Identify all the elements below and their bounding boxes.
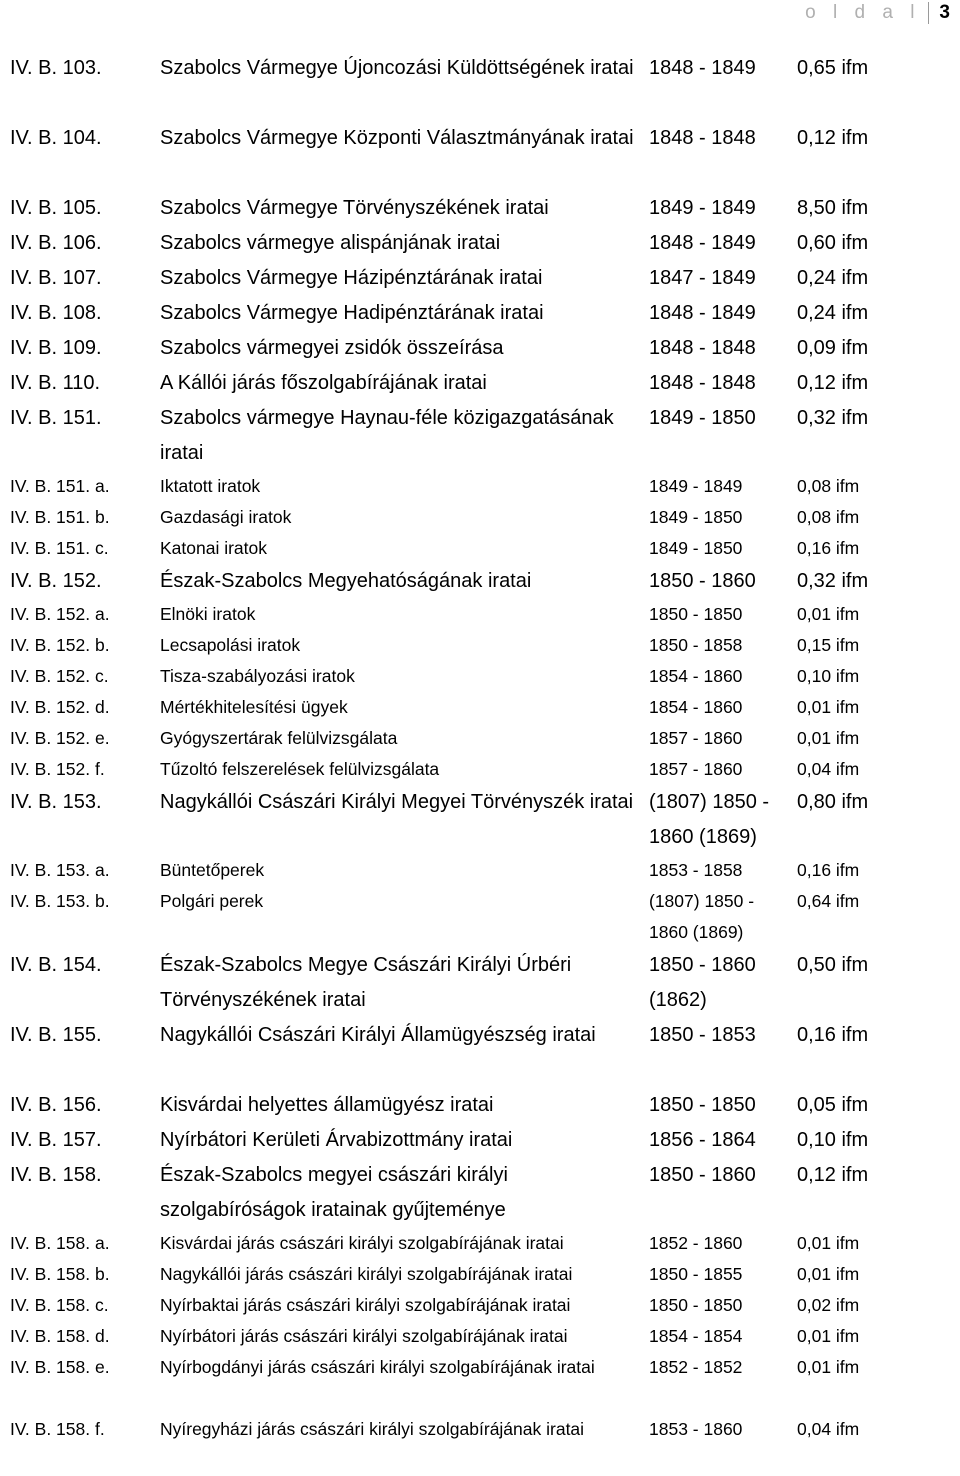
row-size: 0,12 ifm xyxy=(797,1164,869,1186)
table-row xyxy=(0,401,960,471)
row-dates: 1852 - 1852 xyxy=(649,1357,743,1377)
row-size: 0,10 ifm xyxy=(797,1129,869,1151)
row-title: Kisvárdai helyettes államügyész iratai xyxy=(160,1094,494,1116)
row-dates: 1850 - 1853 xyxy=(649,1024,756,1046)
row-title: Nyírbaktai járás császári királyi szolgabírájának iratai xyxy=(160,1295,571,1315)
row-dates: 1848 - 1849 xyxy=(649,302,756,324)
row-dates: 1848 - 1849 xyxy=(649,57,756,79)
row-id: IV. B. 157. xyxy=(10,1129,102,1151)
row-title: Szabolcs vármegye Haynau-féle közigazgatásának iratai xyxy=(160,407,614,464)
row-size: 0,01 ifm xyxy=(797,1233,860,1253)
row-dates: 1853 - 1860 xyxy=(649,1419,743,1439)
row-id: IV. B. 105. xyxy=(10,197,102,219)
row-title: Szabolcs Vármegye Házipénztárának iratai xyxy=(160,267,543,289)
row-dates: 1850 - 1850 xyxy=(649,604,743,624)
row-id: IV. B. 107. xyxy=(10,267,102,289)
row-size: 0,64 ifm xyxy=(797,891,860,911)
table-row xyxy=(0,723,960,754)
row-dates: 1849 - 1850 xyxy=(649,507,743,527)
table-row xyxy=(0,692,960,723)
table-row xyxy=(0,1228,960,1259)
row-id: IV. B. 151. xyxy=(10,407,102,429)
row-title: Lecsapolási iratok xyxy=(160,635,301,655)
row-title: Gazdasági iratok xyxy=(160,507,292,527)
row-id: IV. B. 158. c. xyxy=(10,1295,109,1315)
row-title: Észak-Szabolcs Megyehatóságának iratai xyxy=(160,570,532,592)
table-row xyxy=(0,502,960,533)
page-separator xyxy=(928,2,929,24)
row-title: A Kállói járás főszolgabírájának iratai xyxy=(160,372,487,394)
row-id: IV. B. 152. a. xyxy=(10,604,110,624)
row-id: IV. B. 158. f. xyxy=(10,1419,105,1439)
row-dates: 1850 - 1860 (1862) xyxy=(649,954,756,1011)
row-id: IV. B. 153. b. xyxy=(10,891,110,911)
row-dates: 1849 - 1850 xyxy=(649,538,743,558)
row-title: Nagykállói Császári Királyi Államügyészség iratai xyxy=(160,1024,596,1046)
row-id: IV. B. 152. c. xyxy=(10,666,109,686)
row-dates: (1807) 1850 - 1860 (1869) xyxy=(649,891,755,942)
row-title: Nyírbogdányi járás császári királyi szolgabírájának iratai xyxy=(160,1357,595,1377)
row-dates: 1850 - 1858 xyxy=(649,635,743,655)
table-row xyxy=(0,191,960,226)
row-size: 0,15 ifm xyxy=(797,635,860,655)
row-size: 0,24 ifm xyxy=(797,302,869,324)
row-dates: 1848 - 1848 xyxy=(649,127,756,149)
page-header xyxy=(805,2,950,24)
table-row xyxy=(0,630,960,661)
row-title: Szabolcs vármegye alispánjának iratai xyxy=(160,232,501,254)
table-row xyxy=(0,1259,960,1290)
table-row xyxy=(0,533,960,564)
row-title: Szabolcs Vármegye Központi Választmányának iratai xyxy=(160,127,634,149)
row-id: IV. B. 103. xyxy=(10,57,102,79)
row-dates: 1854 - 1860 xyxy=(649,666,743,686)
table-row xyxy=(0,471,960,502)
row-title: Nyíregyházi járás császári királyi szolgabírájának iratai xyxy=(160,1419,585,1439)
table-row xyxy=(0,855,960,886)
row-dates: (1807) 1850 - 1860 (1869) xyxy=(649,791,770,848)
row-id: IV. B. 106. xyxy=(10,232,102,254)
row-title: Szabolcs Vármegye Újoncozási Küldöttségének iratai xyxy=(160,57,634,79)
row-size: 0,01 ifm xyxy=(797,1264,860,1284)
row-size: 0,16 ifm xyxy=(797,538,860,558)
row-size: 0,01 ifm xyxy=(797,728,860,748)
table-row xyxy=(0,1414,960,1476)
row-dates: 1849 - 1849 xyxy=(649,476,743,496)
row-title: Tűzoltó felszerelések felülvizsgálata xyxy=(160,759,440,779)
row-size: 0,08 ifm xyxy=(797,507,860,527)
row-size: 0,24 ifm xyxy=(797,267,869,289)
row-dates: 1852 - 1860 xyxy=(649,1233,743,1253)
page-label: o l d a l xyxy=(805,2,921,23)
row-id: IV. B. 152. e. xyxy=(10,728,110,748)
table-row xyxy=(0,599,960,630)
table-row xyxy=(0,1290,960,1321)
row-size: 0,32 ifm xyxy=(797,570,869,592)
table-row xyxy=(0,121,960,191)
row-title: Mértékhitelesítési ügyek xyxy=(160,697,348,717)
row-size: 0,01 ifm xyxy=(797,604,860,624)
row-id: IV. B. 156. xyxy=(10,1094,102,1116)
row-dates: 1856 - 1864 xyxy=(649,1129,756,1151)
table-row xyxy=(0,886,960,948)
row-dates: 1850 - 1850 xyxy=(649,1094,756,1116)
table-row xyxy=(0,331,960,366)
row-size: 0,12 ifm xyxy=(797,372,869,394)
row-title: Kisvárdai járás császári királyi szolgabírájának iratai xyxy=(160,1233,564,1253)
row-dates: 1849 - 1849 xyxy=(649,197,756,219)
row-id: IV. B. 158. b. xyxy=(10,1264,110,1284)
row-dates: 1850 - 1860 xyxy=(649,570,756,592)
row-size: 0,12 ifm xyxy=(797,127,869,149)
row-id: IV. B. 153. a. xyxy=(10,860,110,880)
archive-listing xyxy=(0,51,960,1476)
row-dates: 1850 - 1855 xyxy=(649,1264,743,1284)
row-id: IV. B. 151. b. xyxy=(10,507,110,527)
row-dates: 1853 - 1858 xyxy=(649,860,743,880)
row-id: IV. B. 152. b. xyxy=(10,635,110,655)
row-dates: 1854 - 1854 xyxy=(649,1326,743,1346)
row-title: Észak-Szabolcs Megye Császári Királyi Úrbéri Törvényszékének iratai xyxy=(160,954,572,1011)
row-id: IV. B. 155. xyxy=(10,1024,102,1046)
row-size: 0,10 ifm xyxy=(797,666,860,686)
row-id: IV. B. 158. d. xyxy=(10,1326,110,1346)
row-dates: 1850 - 1850 xyxy=(649,1295,743,1315)
row-id: IV. B. 108. xyxy=(10,302,102,324)
row-title: Szabolcs Vármegye Törvényszékének iratai xyxy=(160,197,549,219)
row-size: 0,80 ifm xyxy=(797,791,869,813)
table-row xyxy=(0,1352,960,1414)
row-size: 0,05 ifm xyxy=(797,1094,869,1116)
row-id: IV. B. 154. xyxy=(10,954,102,976)
row-title: Nyírbátori járás császári királyi szolgabírájának iratai xyxy=(160,1326,568,1346)
row-size: 0,02 ifm xyxy=(797,1295,860,1315)
row-id: IV. B. 158. e. xyxy=(10,1357,110,1377)
table-row xyxy=(0,754,960,785)
row-title: Polgári perek xyxy=(160,891,264,911)
table-row xyxy=(0,1321,960,1352)
row-id: IV. B. 152. f. xyxy=(10,759,105,779)
row-id: IV. B. 153. xyxy=(10,791,102,813)
row-title: Gyógyszertárak felülvizsgálata xyxy=(160,728,398,748)
row-id: IV. B. 109. xyxy=(10,337,102,359)
row-dates: 1848 - 1848 xyxy=(649,337,756,359)
row-id: IV. B. 152. d. xyxy=(10,697,110,717)
row-dates: 1850 - 1860 xyxy=(649,1164,756,1186)
row-size: 0,50 ifm xyxy=(797,954,869,976)
row-dates: 1857 - 1860 xyxy=(649,728,743,748)
row-title: Katonai iratok xyxy=(160,538,268,558)
table-row xyxy=(0,261,960,296)
table-row xyxy=(0,296,960,331)
row-title: Tisza-szabályozási iratok xyxy=(160,666,355,686)
row-title: Észak-Szabolcs megyei császári királyi szolgabíróságok iratainak gyűjteménye xyxy=(160,1164,508,1221)
row-dates: 1847 - 1849 xyxy=(649,267,756,289)
table-row xyxy=(0,661,960,692)
row-title: Szabolcs vármegyei zsidók összeírása xyxy=(160,337,504,359)
row-dates: 1849 - 1850 xyxy=(649,407,756,429)
table-row xyxy=(0,51,960,121)
row-title: Szabolcs Vármegye Hadipénztárának iratai xyxy=(160,302,544,324)
table-row xyxy=(0,1123,960,1158)
table-row xyxy=(0,1158,960,1228)
row-title: Büntetőperek xyxy=(160,860,265,880)
row-size: 0,65 ifm xyxy=(797,57,869,79)
row-dates: 1854 - 1860 xyxy=(649,697,743,717)
row-size: 0,16 ifm xyxy=(797,860,860,880)
row-size: 0,01 ifm xyxy=(797,697,860,717)
row-size: 0,08 ifm xyxy=(797,476,860,496)
row-title: Nyírbátori Kerületi Árvabizottmány iratai xyxy=(160,1129,513,1151)
row-size: 0,16 ifm xyxy=(797,1024,869,1046)
row-size: 0,04 ifm xyxy=(797,1419,860,1439)
row-title: Nagykállói járás császári királyi szolgabírájának iratai xyxy=(160,1264,573,1284)
table-row xyxy=(0,1088,960,1123)
row-id: IV. B. 158. xyxy=(10,1164,102,1186)
row-size: 8,50 ifm xyxy=(797,197,869,219)
row-id: IV. B. 151. a. xyxy=(10,476,110,496)
table-row xyxy=(0,948,960,1018)
row-size: 0,60 ifm xyxy=(797,232,869,254)
table-row xyxy=(0,226,960,261)
row-id: IV. B. 110. xyxy=(10,372,101,394)
row-id: IV. B. 158. a. xyxy=(10,1233,110,1253)
table-row xyxy=(0,366,960,401)
row-size: 0,04 ifm xyxy=(797,759,860,779)
row-dates: 1848 - 1849 xyxy=(649,232,756,254)
table-row xyxy=(0,1018,960,1088)
table-row xyxy=(0,564,960,599)
row-size: 0,09 ifm xyxy=(797,337,869,359)
row-id: IV. B. 151. c. xyxy=(10,538,109,558)
row-title: Iktatott iratok xyxy=(160,476,261,496)
row-size: 0,01 ifm xyxy=(797,1357,860,1377)
row-title: Nagykállói Császári Királyi Megyei Törvényszék iratai xyxy=(160,791,634,813)
table-row xyxy=(0,785,960,855)
row-id: IV. B. 104. xyxy=(10,127,102,149)
page-number: 3 xyxy=(939,2,950,23)
row-id: IV. B. 152. xyxy=(10,570,102,592)
row-title: Elnöki iratok xyxy=(160,604,256,624)
row-size: 0,32 ifm xyxy=(797,407,869,429)
row-dates: 1848 - 1848 xyxy=(649,372,756,394)
row-dates: 1857 - 1860 xyxy=(649,759,743,779)
row-size: 0,01 ifm xyxy=(797,1326,860,1346)
